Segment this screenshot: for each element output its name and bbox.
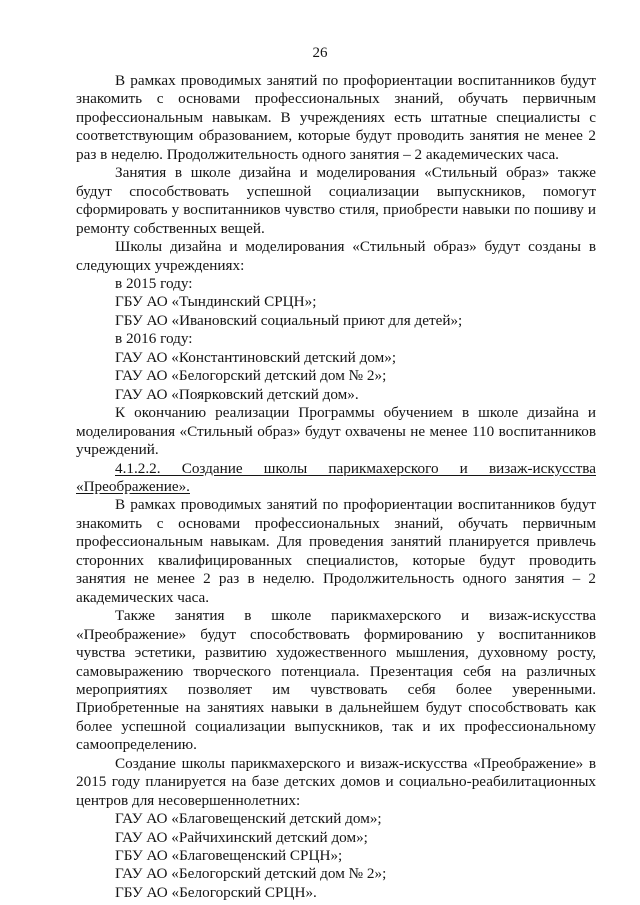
body-text [76,72,596,902]
paragraph: Занятия в школе дизайна и моделирования «Стильный образ» также будут способствовать успешной социализации выпускников, помогут сформировать у воспитанников чувство стиля, приобрести навыки по пошиву и ремонту собственных вещей. [76,164,596,237]
list-item: ГБУ АО «Белогорский СРЦН». [115,883,317,901]
list-item: ГБУ АО «Ивановский социальный приют для детей»; [115,311,463,329]
list-item: ГАУ АО «Райчихинский детский дом»; [115,828,368,846]
paragraph: В рамках проводимых занятий по профориентации воспитанников будут знакомить с основами профессиональных знаний, обучать первичным профессиональным навыкам. В учреждениях есть штатные специалисты с соответствующим образованием, которые будут проводить занятия не менее 2 раз в неделю. Продолжительность одного занятия – 2 академических часа. [76,72,596,163]
paragraph: Также занятия в школе парикмахерского и визаж-искусства «Преображение» будут способствовать формированию у воспитанников чувства эстетики, развитию художественного мышления, духовному росту, самовыражению творческого потенциала. Презентация себя на различных мероприятиях позволяет им чувствовать себя более уверенными. Приобретенные на занятиях навыки в дальнейшем будут способствовать как более успешной социализации выпускников, так и их профессиональному самоопределению. [76,607,596,754]
paragraph: Школы дизайна и моделирования «Стильный образ» будут созданы в следующих учреждениях: [76,238,596,274]
section-heading: 4.1.2.2. Создание школы парикмахерского и визаж-искусства «Преображение». [76,459,596,495]
list-item: ГАУ АО «Белогорский детский дом № 2»; [115,367,387,385]
list-item: ГБУ АО «Благовещенский СРЦН»; [115,847,343,865]
list-item: в 2015 году: [115,274,193,292]
list-item: ГБУ АО «Тындинский СРЦН»; [115,293,317,311]
paragraph: Создание школы парикмахерского и визаж-искусства «Преображение» в 2015 году планируется на базе детских домов и социально-реабилитационных центров для несовершеннолетних: [76,754,596,809]
list-item: ГАУ АО «Поярковский детский дом». [115,385,359,403]
page-number: 26 [312,45,328,61]
list-item: ГАУ АО «Благовещенский детский дом»; [115,810,382,828]
paragraph: К окончанию реализации Программы обучением в школе дизайна и моделирования «Стильный образ» будут охвачены не менее 110 воспитанников учреждений. [76,404,596,459]
list-item: ГАУ АО «Константиновский детский дом»; [115,348,397,366]
paragraph: В рамках проводимых занятий по профориентации воспитанников будут знакомить с основами профессиональных знаний, обучать первичным профессиональным навыкам. Для проведения занятий планируется привлечь сторонних квалифицированных специалистов, которые будут проводить занятия не менее 2 раз в неделю. Продолжительность одного занятия – 2 академических часа. [76,496,596,606]
list-item: в 2016 году: [115,330,193,348]
list-item: ГАУ АО «Белогорский детский дом № 2»; [115,865,387,883]
